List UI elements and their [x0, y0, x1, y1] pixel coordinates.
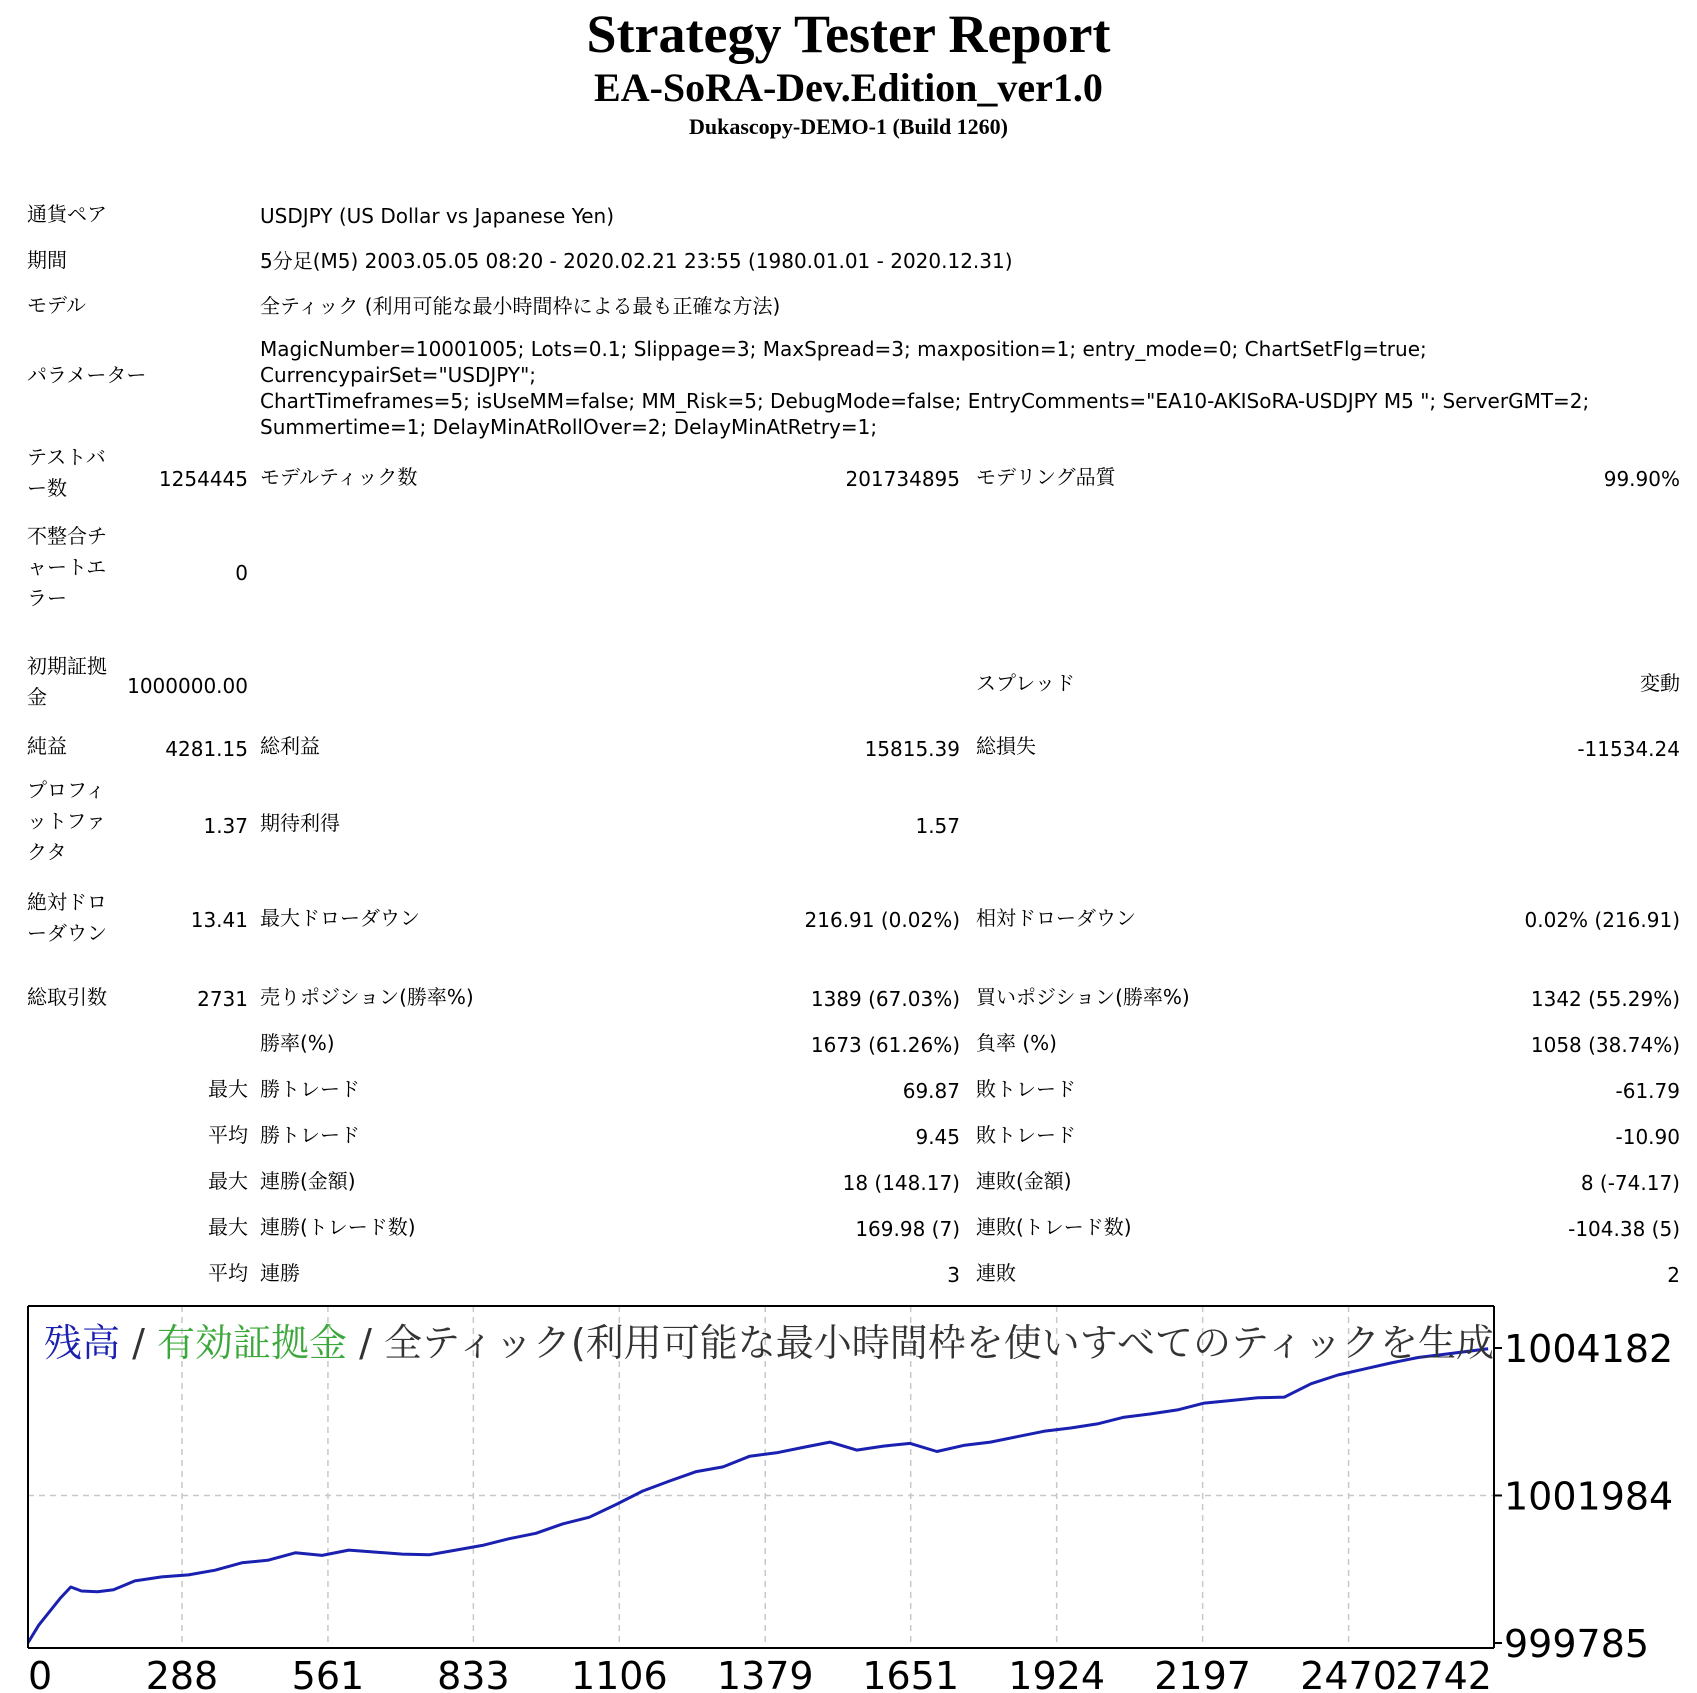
total-trades-label: 総取引数 — [27, 985, 107, 1009]
consec-wins-count-label: 連勝(トレード数) — [260, 1215, 416, 1239]
largest-loss-value: -61.79 — [1615, 1079, 1680, 1103]
x-tick-label: 0 — [28, 1654, 53, 1693]
max-prefix: 最大 — [208, 1169, 248, 1193]
avg-prefix: 平均 — [208, 1261, 248, 1285]
legend-balance: 残高 — [44, 1321, 121, 1365]
model-value: 全ティック (利用可能な最小時間枠による最も正確な方法) — [260, 294, 781, 318]
max-prefix: 最大 — [208, 1215, 248, 1239]
params-value — [260, 336, 1660, 440]
x-axis-ticks — [28, 1654, 1492, 1693]
consec-losses-money-value: 8 (-74.17) — [1580, 1171, 1680, 1195]
avg-consec-losses-value: 2 — [1667, 1263, 1680, 1287]
largest-loss-label: 敗トレード — [976, 1077, 1076, 1101]
spread-label: スプレッド — [976, 671, 1075, 695]
pair-value: USDJPY (US Dollar vs Japanese Yen) — [260, 204, 615, 228]
long-positions-label: 買いポジション(勝率%) — [976, 985, 1190, 1009]
bars-label: テストバ ー数 — [27, 445, 106, 500]
long-positions-value: 1342 (55.29%) — [1530, 987, 1680, 1011]
legend-equity: 有効証拠金 — [156, 1321, 347, 1365]
avg-consec-wins-label: 連勝 — [260, 1261, 300, 1285]
report-title: Strategy Tester Report — [586, 4, 1111, 64]
x-tick-label: 2197 — [1154, 1654, 1251, 1693]
consec-wins-count-value: 169.98 (7) — [855, 1217, 960, 1241]
bars-value: 1254445 — [158, 467, 248, 491]
spread-value: 変動 — [1640, 671, 1680, 695]
short-positions-value: 1389 (67.03%) — [810, 987, 960, 1011]
server-info: Dukascopy-DEMO-1 (Build 1260) — [688, 114, 1009, 139]
rel-drawdown-value: 0.02% (216.91) — [1524, 908, 1680, 932]
x-tick-label: 1106 — [570, 1654, 668, 1693]
loss-rate-label: 負率 (%) — [976, 1031, 1057, 1055]
chart-legend — [44, 1321, 1494, 1365]
balance-chart — [0, 1300, 1697, 1693]
consec-losses-count-value: -104.38 (5) — [1568, 1217, 1680, 1241]
x-tick-label: 561 — [291, 1654, 365, 1693]
avg-consec-losses-label: 連敗 — [976, 1261, 1016, 1285]
avg-loss-label: 敗トレード — [976, 1123, 1076, 1147]
win-rate-label: 勝率(%) — [260, 1031, 335, 1055]
max-drawdown-value: 216.91 (0.02%) — [804, 908, 960, 932]
deposit-label: 初期証拠 金 — [27, 654, 107, 709]
net-profit-value: 4281.15 — [165, 737, 248, 761]
x-tick-label: 833 — [437, 1654, 510, 1693]
consec-losses-money-label: 連敗(金額) — [976, 1169, 1072, 1193]
x-tick-label: 2470 — [1300, 1654, 1397, 1693]
consec-wins-money-value: 18 (148.17) — [842, 1171, 960, 1195]
quality-label: モデリング品質 — [976, 465, 1116, 489]
y-axis-ticks — [1494, 1327, 1673, 1666]
x-tick-label: 288 — [145, 1654, 219, 1693]
avg-loss-value: -10.90 — [1615, 1125, 1680, 1149]
abs-drawdown-value: 13.41 — [190, 908, 248, 932]
gross-profit-label: 総利益 — [260, 734, 320, 758]
params-line: MagicNumber=10001005; Lots=0.1; Slippage=3; MaxSpread=3; maxposition=1; entry_mode=0; ChartSetFlg=true; CurrencypairSet="USDJPY"; — [260, 337, 1427, 387]
ea-name: EA-SoRA-Dev.Edition_ver1.0 — [594, 65, 1103, 110]
profit-factor-label: プロフィ ットファ クタ — [27, 778, 106, 864]
profit-factor-value: 1.37 — [203, 814, 248, 838]
max-drawdown-label: 最大ドローダウン — [260, 906, 420, 930]
gross-loss-label: 総損失 — [976, 734, 1036, 758]
deposit-value: 1000000.00 — [127, 674, 248, 698]
period-value: 5分足(M5) 2003.05.05 08:20 - 2020.02.21 23:55 (1980.01.01 - 2020.12.31) — [260, 249, 1013, 273]
consec-losses-count-label: 連敗(トレード数) — [976, 1215, 1132, 1239]
consec-wins-money-label: 連勝(金額) — [260, 1169, 356, 1193]
period-label: 期間 — [27, 248, 67, 272]
pair-label: 通貨ペア — [27, 202, 107, 226]
legend-model: 全ティック(利用可能な最小時間枠を使いすべてのティックを生成 — [383, 1321, 1494, 1365]
max-prefix: 最大 — [208, 1077, 248, 1101]
gross-loss-value: -11534.24 — [1577, 737, 1680, 761]
ticks-label: モデルティック数 — [260, 465, 418, 489]
avg-win-value: 9.45 — [915, 1125, 960, 1149]
avg-consec-wins-value: 3 — [947, 1263, 960, 1287]
legend-separator: / — [120, 1321, 157, 1365]
gross-profit-value: 15815.39 — [864, 737, 960, 761]
total-trades-value: 2731 — [197, 987, 248, 1011]
avg-prefix: 平均 — [208, 1123, 248, 1147]
mismatch-value: 0 — [235, 561, 248, 585]
x-tick-label: 1651 — [862, 1654, 960, 1693]
y-tick-label: 999785 — [1504, 1622, 1650, 1666]
mismatch-label: 不整合チ ャートエ ラー — [27, 524, 107, 610]
x-tick-label: 2742 — [1395, 1654, 1492, 1693]
avg-win-label: 勝トレード — [260, 1123, 360, 1147]
rel-drawdown-label: 相対ドローダウン — [976, 906, 1136, 930]
net-profit-label: 純益 — [27, 734, 67, 758]
x-tick-label: 1924 — [1008, 1654, 1106, 1693]
y-tick-label: 1001984 — [1504, 1474, 1674, 1519]
legend-separator: / — [347, 1321, 384, 1365]
short-positions-label: 売りポジション(勝率%) — [260, 985, 474, 1009]
params-line: Summertime=1; DelayMinAtRollOver=2; DelayMinAtRetry=1; — [260, 415, 878, 439]
y-tick-label: 1004182 — [1504, 1327, 1674, 1371]
model-label: モデル — [27, 293, 86, 317]
largest-win-label: 勝トレード — [260, 1077, 360, 1101]
x-tick-label: 1379 — [716, 1654, 814, 1693]
quality-value: 99.90% — [1603, 467, 1680, 491]
win-rate-value: 1673 (61.26%) — [810, 1033, 960, 1057]
ticks-value: 201734895 — [845, 467, 960, 491]
params-label: パラメーター — [27, 363, 147, 387]
abs-drawdown-label: 絶対ドロ ーダウン — [27, 890, 107, 945]
largest-win-value: 69.87 — [902, 1079, 960, 1103]
loss-rate-value: 1058 (38.74%) — [1530, 1033, 1680, 1057]
expected-payoff-label: 期待利得 — [260, 811, 340, 835]
params-line: ChartTimeframes=5; isUseMM=false; MM_Risk=5; DebugMode=false; EntryComments="EA10-AKISoRA-USDJPY M5 "; ServerGMT=2; — [260, 389, 1590, 413]
expected-payoff-value: 1.57 — [915, 814, 960, 838]
